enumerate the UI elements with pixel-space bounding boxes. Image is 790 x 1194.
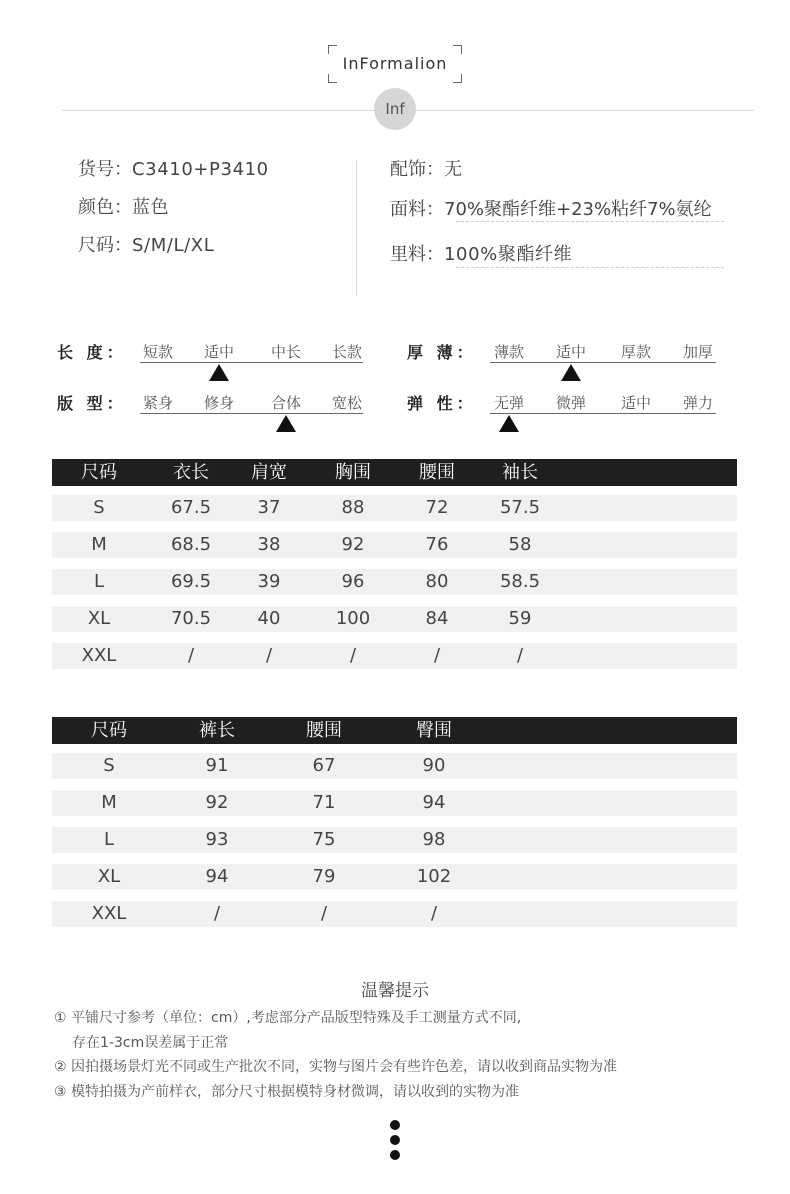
scale-selected-marker xyxy=(499,415,519,432)
scale-option: 长款 xyxy=(331,343,362,361)
table-cell: XL xyxy=(97,866,121,887)
info-item-sku xyxy=(78,155,269,181)
scale-option: 适中 xyxy=(620,394,651,412)
table-cell: 37 xyxy=(257,497,281,518)
scale-label: 弹 性： xyxy=(407,394,477,413)
scale-label: 版 型： xyxy=(57,394,127,413)
info-title-frame xyxy=(328,45,462,83)
table-row xyxy=(52,790,737,816)
frame-corner xyxy=(453,45,462,54)
info-label: 面料： xyxy=(390,199,444,220)
table-row xyxy=(52,901,737,927)
table-cell: XL xyxy=(87,608,111,629)
table-cell: 93 xyxy=(205,829,229,850)
scale-option: 无弹 xyxy=(493,394,524,412)
info-value: C3410+P3410 xyxy=(132,159,269,180)
table-cell: / xyxy=(213,903,221,924)
table-cell: XXL xyxy=(81,645,117,666)
table-cell: / xyxy=(430,903,438,924)
frame-corner xyxy=(453,74,462,83)
tip-line: 存在1-3cm误差属于正常 xyxy=(72,1035,229,1051)
more-dot xyxy=(390,1120,400,1130)
scale-option: 弹力 xyxy=(682,394,713,412)
table-cell: 71 xyxy=(312,792,336,813)
tip-line: ③ 模特拍摄为产前样衣，部分尺寸根据模特身材微调，请以收到的实物为准 xyxy=(54,1084,519,1100)
table-cell: 70.5 xyxy=(170,608,212,629)
info-value: 70%聚酯纤维+23%粘纤7%氨纶 xyxy=(444,199,712,220)
table-cell: 68.5 xyxy=(170,534,212,555)
table-cell: 67.5 xyxy=(170,497,212,518)
info-label: 颜色： xyxy=(78,197,132,218)
frame-corner xyxy=(328,74,337,83)
more-dot xyxy=(390,1150,400,1160)
table-cell: 94 xyxy=(205,866,229,887)
table-row xyxy=(52,827,737,853)
table-cell: / xyxy=(187,645,195,666)
table-cell: 75 xyxy=(312,829,336,850)
lining-dotted-line xyxy=(456,267,724,268)
table-cell: 92 xyxy=(341,534,365,555)
table-cell: / xyxy=(433,645,441,666)
table-cell: 58 xyxy=(508,534,532,555)
info-item-lining xyxy=(390,240,572,266)
scale-option: 宽松 xyxy=(331,394,362,412)
table-cell: 90 xyxy=(422,755,446,776)
table-cell: 39 xyxy=(257,571,281,592)
info-label: 配饰： xyxy=(390,159,444,180)
info-value: 蓝色 xyxy=(132,197,170,218)
info-item-fabric xyxy=(390,195,712,221)
table-cell: 72 xyxy=(425,497,449,518)
scale-option: 中长 xyxy=(270,343,301,361)
table-row xyxy=(52,753,737,779)
info-value: 100%聚酯纤维 xyxy=(444,244,573,265)
table-header xyxy=(52,717,737,744)
table-cell: S xyxy=(103,755,115,776)
scale-selected-marker xyxy=(276,415,296,432)
scale-option: 短款 xyxy=(142,343,173,361)
scale-option: 适中 xyxy=(555,343,586,361)
table-cell: 57.5 xyxy=(499,497,541,518)
scale-option: 合体 xyxy=(270,394,301,412)
inf-badge: Inf xyxy=(374,88,416,130)
tip-line: ① 平铺尺寸参考（单位：cm）,考虑部分产品版型特殊及手工测量方式不同, xyxy=(54,1010,522,1026)
table-cell: 92 xyxy=(205,792,229,813)
table-cell: 91 xyxy=(205,755,229,776)
table-cell: / xyxy=(320,903,328,924)
header-cell: 肩宽 xyxy=(251,462,287,483)
scale-label: 长 度： xyxy=(57,343,127,362)
table-cell: 80 xyxy=(425,571,449,592)
table-cell: L xyxy=(93,571,105,592)
table-cell: 98 xyxy=(422,829,446,850)
table-cell: 79 xyxy=(312,866,336,887)
table-cell: XXL xyxy=(91,903,127,924)
scale-line xyxy=(140,362,363,363)
table-cell: M xyxy=(91,534,107,555)
table-cell: 88 xyxy=(341,497,365,518)
table-cell: M xyxy=(101,792,117,813)
info-value: S/M/L/XL xyxy=(132,235,215,256)
table-header xyxy=(52,459,737,486)
table-row xyxy=(52,606,737,632)
table-cell: 84 xyxy=(425,608,449,629)
section-title: InFormalion xyxy=(342,54,448,73)
info-column-divider xyxy=(356,160,357,296)
table-cell: / xyxy=(265,645,273,666)
info-label: 货号： xyxy=(78,159,132,180)
header-cell: 尺码 xyxy=(81,462,117,483)
info-label: 尺码： xyxy=(78,235,132,256)
table-cell: 58.5 xyxy=(499,571,541,592)
table-cell: 100 xyxy=(335,608,371,629)
table-cell: / xyxy=(516,645,524,666)
scale-label: 厚 薄： xyxy=(407,343,477,362)
table-cell: L xyxy=(103,829,115,850)
info-item-size xyxy=(78,231,214,257)
scale-option: 厚款 xyxy=(620,343,651,361)
scale-line xyxy=(490,362,716,363)
table-cell: 59 xyxy=(508,608,532,629)
scale-option: 薄款 xyxy=(493,343,524,361)
table-cell: 94 xyxy=(422,792,446,813)
header-cell: 尺码 xyxy=(91,720,127,741)
info-label: 里料： xyxy=(390,244,444,265)
scale-line xyxy=(490,413,716,414)
table-cell: 69.5 xyxy=(170,571,212,592)
table-cell: 40 xyxy=(257,608,281,629)
frame-corner xyxy=(328,45,337,54)
header-cell: 腰围 xyxy=(306,720,342,741)
scale-selected-marker xyxy=(561,364,581,381)
header-cell: 袖长 xyxy=(502,462,538,483)
table-cell: 96 xyxy=(341,571,365,592)
more-dot xyxy=(390,1135,400,1145)
scale-option: 微弹 xyxy=(555,394,586,412)
header-cell: 腰围 xyxy=(419,462,455,483)
table-row xyxy=(52,643,737,669)
table-row xyxy=(52,532,737,558)
scale-option: 加厚 xyxy=(682,343,713,361)
info-value: 无 xyxy=(444,159,463,180)
fabric-dotted-line xyxy=(456,221,724,222)
table-row xyxy=(52,495,737,521)
scale-selected-marker xyxy=(209,364,229,381)
header-cell: 裤长 xyxy=(199,720,235,741)
scale-line xyxy=(140,413,363,414)
header-cell: 胸围 xyxy=(335,462,371,483)
table-cell: 102 xyxy=(416,866,452,887)
info-item-accessory xyxy=(390,155,463,181)
table-cell: 76 xyxy=(425,534,449,555)
header-cell: 臀围 xyxy=(416,720,452,741)
table-row xyxy=(52,569,737,595)
tip-line: ② 因拍摄场景灯光不同或生产批次不同，实物与图片会有些许色差，请以收到商品实物为准 xyxy=(54,1059,617,1075)
scale-option: 紧身 xyxy=(142,394,173,412)
scale-option: 修身 xyxy=(203,394,234,412)
header-cell: 衣长 xyxy=(173,462,209,483)
table-cell: 67 xyxy=(312,755,336,776)
scale-option: 适中 xyxy=(203,343,234,361)
table-cell: 38 xyxy=(257,534,281,555)
table-cell: S xyxy=(93,497,105,518)
table-cell: / xyxy=(349,645,357,666)
tips-title: 温馨提示 xyxy=(361,981,429,1001)
info-item-color xyxy=(78,193,169,219)
table-row xyxy=(52,864,737,890)
